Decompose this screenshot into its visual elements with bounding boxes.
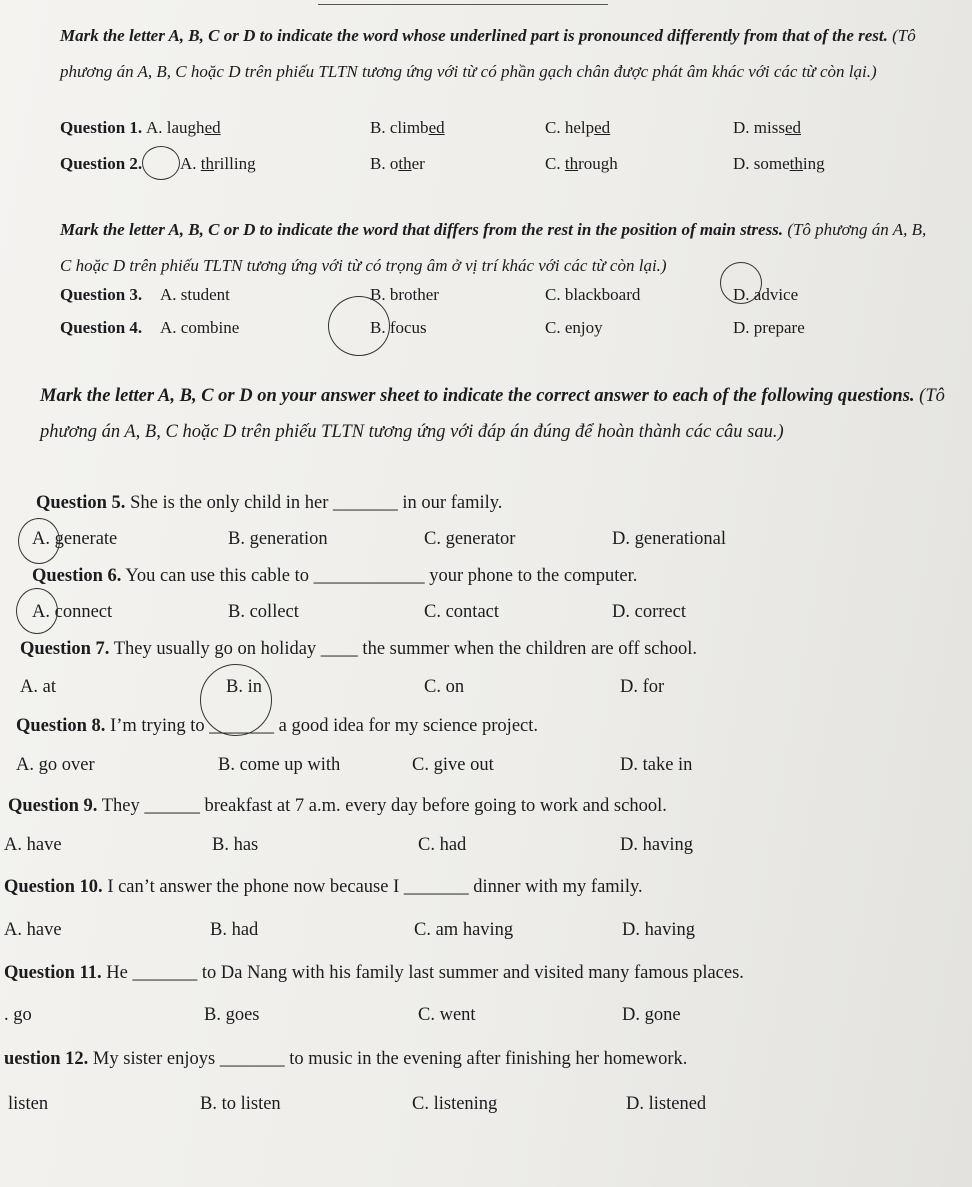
question-1: Question 1.: [60, 118, 143, 137]
q12-option-d[interactable]: D. listened: [626, 1094, 707, 1114]
q10-option-d[interactable]: D. having: [622, 920, 695, 940]
question-2: Question 2.: [60, 154, 143, 173]
q11-option-d[interactable]: D. gone: [622, 1005, 681, 1025]
q10-option-b[interactable]: B. had: [210, 920, 259, 940]
section-1-vietnamese: (Tô phương án A, B, C hoặc D trên phiếu TLTN tương ứng với từ có phần gạch chân được phát âm khác với các từ còn lại.): [60, 26, 916, 81]
q10-option-c[interactable]: C. am having: [414, 920, 514, 940]
q8-option-a[interactable]: A. go over: [16, 755, 95, 775]
question-7: Question 7. They usually go on holiday ____ the summer when the children are off school.: [20, 639, 698, 659]
section-1-instruction: [60, 18, 940, 90]
question-4: Question 4.: [60, 318, 143, 337]
q2-option-b[interactable]: B. other: [370, 154, 425, 173]
q9-option-c[interactable]: C. had: [418, 835, 467, 855]
question-9: Question 9. They ______ breakfast at 7 a.m. every day before going to work and school.: [8, 796, 667, 816]
question-3: Question 3.: [60, 285, 143, 304]
section-2-instruction: [60, 212, 940, 284]
q1-option-d[interactable]: D. missed: [733, 118, 802, 137]
answer-circle-mark: [18, 518, 60, 564]
q5-option-c[interactable]: C. generator: [424, 529, 516, 549]
q1-option-a[interactable]: A. laughed: [146, 118, 221, 137]
question-11: Question 11. He _______ to Da Nang with his family last summer and visited many famous places.: [4, 963, 744, 983]
q2-option-d[interactable]: D. something: [733, 154, 825, 173]
q11-option-b[interactable]: B. goes: [204, 1005, 260, 1025]
question-12: uestion 12. My sister enjoys _______ to music in the evening after finishing her homework.: [4, 1049, 688, 1069]
q6-option-b[interactable]: B. collect: [228, 602, 299, 622]
question-10: Question 10. I can’t answer the phone now because I _______ dinner with my family.: [4, 877, 643, 897]
q2-option-a[interactable]: A. thrilling: [180, 154, 256, 173]
question-8: Question 8. I’m trying to _______ a good idea for my science project.: [16, 716, 539, 736]
q5-option-d[interactable]: D. generational: [612, 529, 727, 549]
top-rule: [318, 4, 608, 5]
q7-option-d[interactable]: D. for: [620, 677, 665, 697]
q1-option-c[interactable]: C. helped: [545, 118, 611, 137]
answer-circle-mark: [720, 262, 762, 304]
answer-circle-mark: [328, 296, 390, 356]
section-3-instruction: [40, 378, 950, 450]
section-2-english: Mark the letter A, B, C or D to indicate the word that differs from the rest in the position of main stress.: [60, 220, 784, 239]
q5-option-a[interactable]: A. generate: [32, 529, 118, 549]
q1-option-b[interactable]: B. climbed: [370, 118, 445, 137]
q3-option-a[interactable]: A. student: [160, 285, 230, 304]
answer-circle-mark: [142, 146, 180, 180]
q8-option-d[interactable]: D. take in: [620, 755, 693, 775]
q3-option-d[interactable]: D. advice: [733, 285, 799, 304]
q2-option-c[interactable]: C. through: [545, 154, 618, 173]
q5-option-b[interactable]: B. generation: [228, 529, 328, 549]
q4-option-d[interactable]: D. prepare: [733, 318, 805, 337]
q4-option-a[interactable]: A. combine: [160, 318, 240, 337]
q11-option-c[interactable]: C. went: [418, 1005, 476, 1025]
q4-option-b[interactable]: B. focus: [370, 318, 427, 337]
q7-option-b[interactable]: B. in: [226, 677, 262, 697]
q8-option-c[interactable]: C. give out: [412, 755, 494, 775]
q12-option-a[interactable]: listen: [8, 1094, 49, 1114]
section-3-vietnamese: (Tô phương án A, B, C hoặc D trên phiếu TLTN tương ứng với đáp án đúng để hoàn thành các câu sau.): [40, 386, 945, 442]
q6-option-c[interactable]: C. contact: [424, 602, 500, 622]
section-2-vietnamese: (Tô phương án A, B, C hoặc D trên phiếu TLTN tương ứng với từ có trọng âm ở vị trí khác với các từ còn lại.): [60, 220, 927, 275]
question-5: Question 5. She is the only child in her _______ in our family.: [36, 493, 503, 513]
q3-option-b[interactable]: B. brother: [370, 285, 439, 304]
q7-option-a[interactable]: A. at: [20, 677, 56, 697]
answer-circle-mark: [16, 588, 58, 634]
q12-option-b[interactable]: B. to listen: [200, 1094, 281, 1114]
q12-option-c[interactable]: C. listening: [412, 1094, 498, 1114]
q10-option-a[interactable]: A. have: [4, 920, 62, 940]
q3-option-c[interactable]: C. blackboard: [545, 285, 641, 304]
question-6: Question 6. You can use this cable to ____________ your phone to the computer.: [32, 566, 638, 586]
section-3-english: Mark the letter A, B, C or D on your answer sheet to indicate the correct answer to each of the following questions.: [40, 386, 915, 406]
q6-option-d[interactable]: D. correct: [612, 602, 686, 622]
q9-option-a[interactable]: A. have: [4, 835, 62, 855]
q9-option-d[interactable]: D. having: [620, 835, 693, 855]
q7-option-c[interactable]: C. on: [424, 677, 465, 697]
q11-option-a[interactable]: . go: [4, 1005, 32, 1025]
section-1-english: Mark the letter A, B, C or D to indicate the word whose underlined part is pronounced differently from that of the rest.: [60, 26, 888, 45]
q4-option-c[interactable]: C. enjoy: [545, 318, 603, 337]
q8-option-b[interactable]: B. come up with: [218, 755, 341, 775]
q6-option-a[interactable]: A. connect: [32, 602, 113, 622]
q9-option-b[interactable]: B. has: [212, 835, 259, 855]
